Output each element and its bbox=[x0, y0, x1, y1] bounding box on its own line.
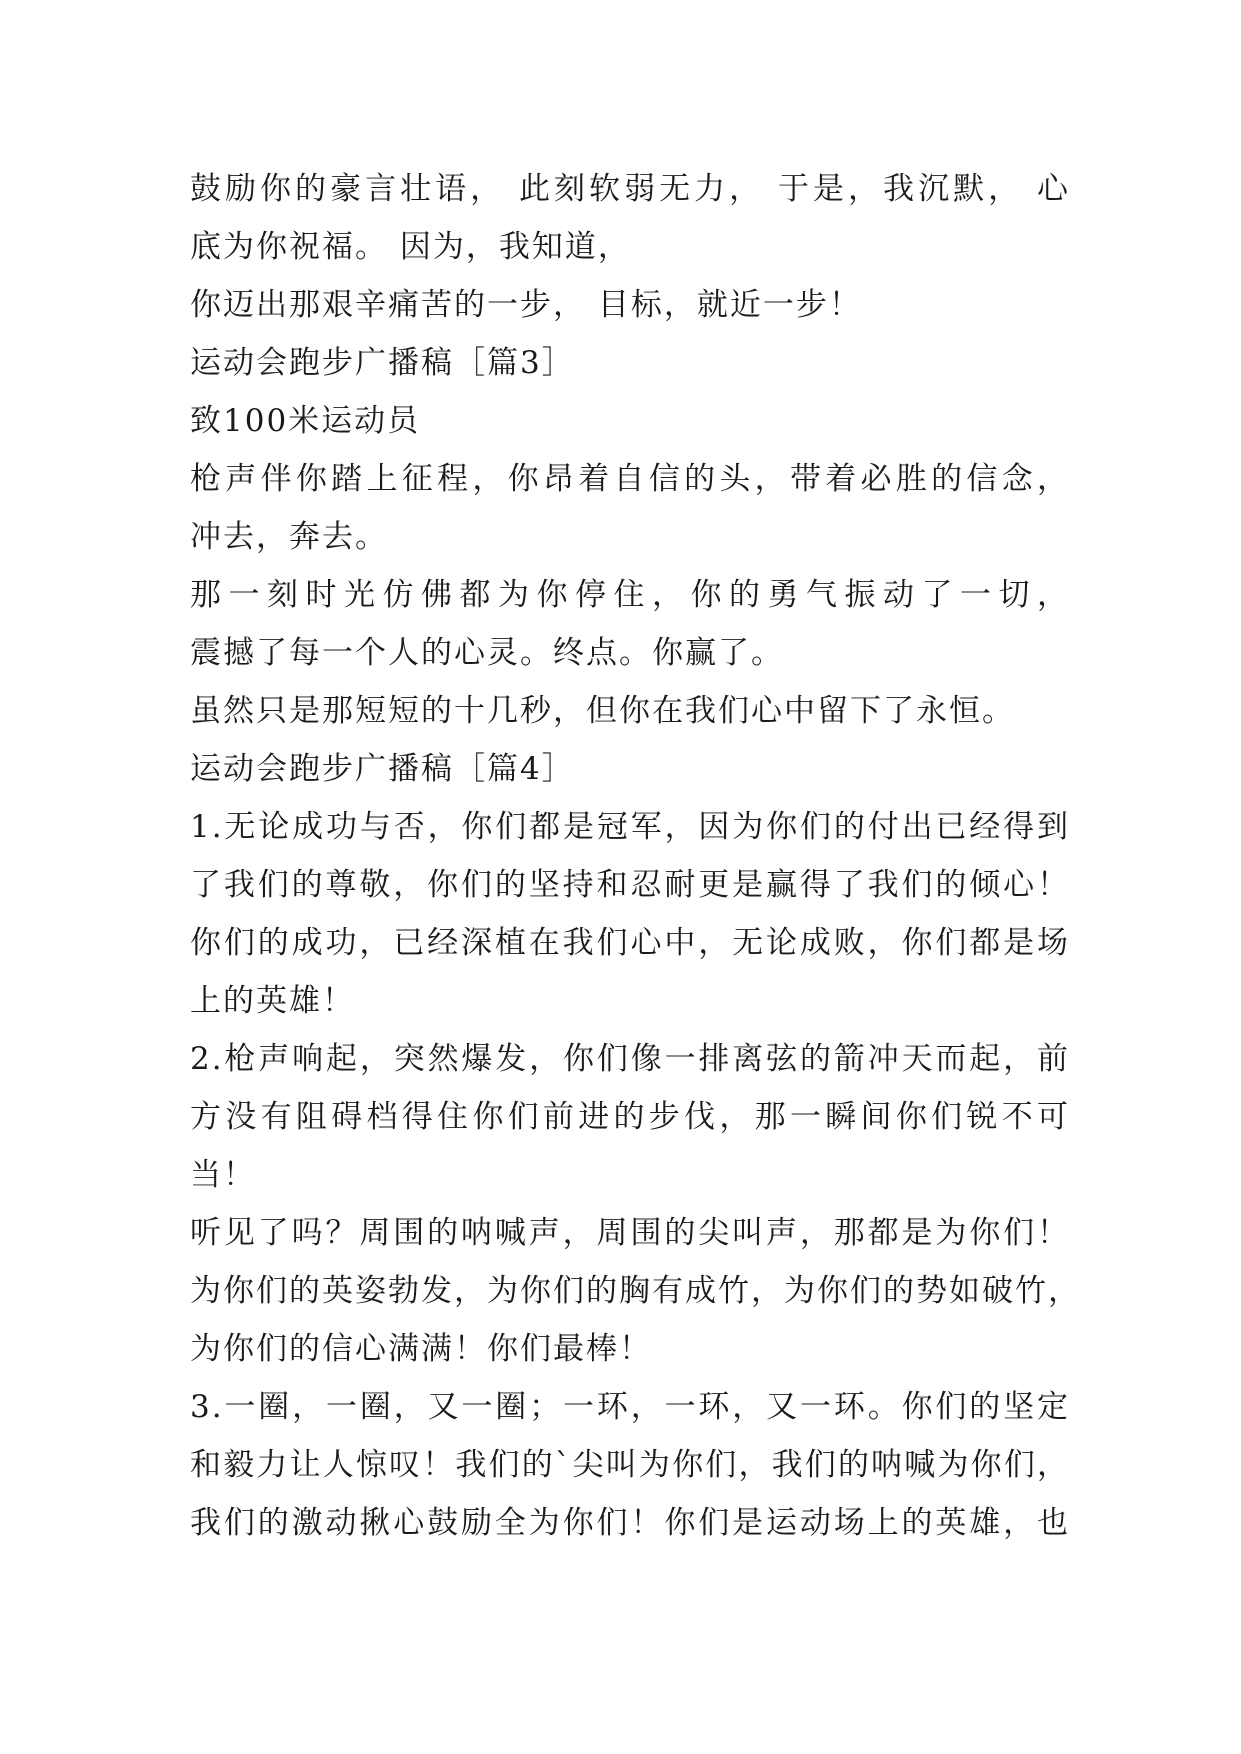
text-line: 2.枪声响起，突然爆发，你们像一排离弦的箭冲天而起，前 bbox=[190, 1041, 1070, 1077]
text-line: 当！ bbox=[190, 1157, 256, 1193]
text-line: 你们的成功，已经深植在我们心中，无论成败，你们都是场 bbox=[190, 925, 1070, 961]
subheading: 致100米运动员 bbox=[190, 403, 421, 439]
text-line: 你迈出那艰辛痛苦的一步， 目标，就近一步！ bbox=[190, 287, 862, 323]
section-heading: 运动会跑步广播稿［篇3］ bbox=[190, 345, 575, 381]
text-line: 和毅力让人惊叹！我们的`尖叫为你们，我们的呐喊为你们， bbox=[190, 1447, 1070, 1483]
text-line: 鼓励你的豪言壮语， 此刻软弱无力， 于是，我沉默， 心 bbox=[190, 171, 1070, 207]
text-line: 3.一圈，一圈，又一圈；一环，一环，又一环。你们的坚定 bbox=[190, 1389, 1070, 1425]
text-line: 震撼了每一个人的心灵。终点。你赢了。 bbox=[190, 635, 784, 671]
text-line: 虽然只是那短短的十几秒，但你在我们心中留下了永恒。 bbox=[190, 693, 1015, 729]
text-line: 1.无论成功与否，你们都是冠军，因为你们的付出已经得到 bbox=[190, 809, 1070, 845]
text-line: 了我们的尊敬，你们的坚持和忍耐更是赢得了我们的倾心！ bbox=[190, 867, 1070, 903]
text-line: 冲去，奔去。 bbox=[190, 519, 388, 555]
text-line: 为你们的英姿勃发，为你们的胸有成竹，为你们的势如破竹， bbox=[190, 1273, 1081, 1309]
text-line: 听见了吗？周围的呐喊声，周围的尖叫声，那都是为你们！ bbox=[190, 1215, 1070, 1251]
text-line: 底为你祝福。 因为，我知道， bbox=[190, 229, 631, 265]
text-line: 我们的激动揪心鼓励全为你们！你们是运动场上的英雄，也 bbox=[190, 1505, 1070, 1541]
document-body bbox=[190, 160, 1081, 1552]
text-line: 枪声伴你踏上征程，你昂着自信的头，带着必胜的信念， bbox=[190, 461, 1070, 497]
text-line: 上的英雄！ bbox=[190, 983, 355, 1019]
text-line: 为你们的信心满满！你们最棒！ bbox=[190, 1331, 652, 1367]
text-line: 那一刻时光仿佛都为你停住，你的勇气振动了一切， bbox=[190, 577, 1070, 613]
text-line: 方没有阻碍档得住你们前进的步伐，那一瞬间你们锐不可 bbox=[190, 1099, 1070, 1135]
section-heading: 运动会跑步广播稿［篇4］ bbox=[190, 751, 575, 787]
